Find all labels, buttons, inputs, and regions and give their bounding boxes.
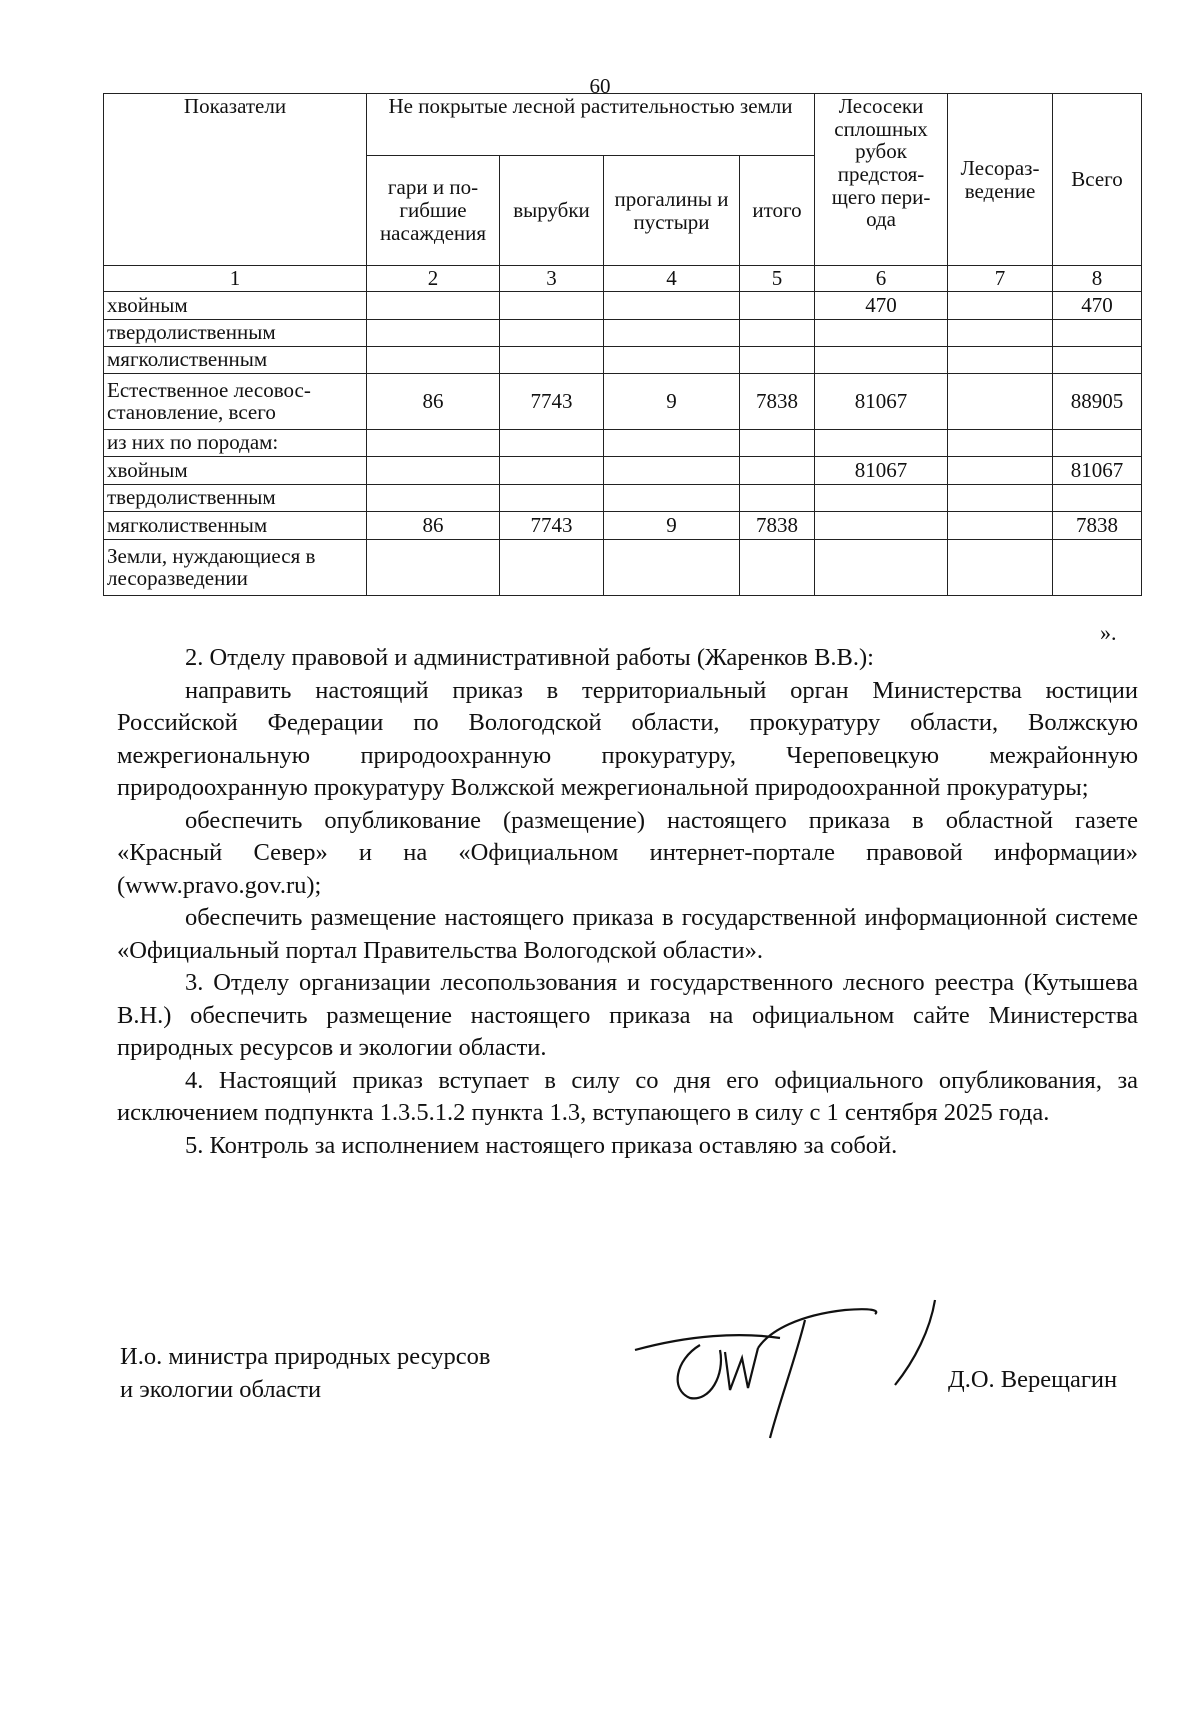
paragraph: обеспечить размещение настоящего приказа в государственной информационной системе «Официальный портал Правительства Вологодской области». bbox=[117, 904, 1138, 964]
table-row bbox=[104, 373, 1142, 429]
cell-subtotal: 7838 bbox=[740, 511, 815, 539]
cell-felling bbox=[815, 484, 948, 511]
cell-burned bbox=[367, 456, 500, 484]
row-label: Естественное лесовос-становление, всего bbox=[104, 373, 367, 429]
paragraph: обеспечить опубликование (размещение) настоящего приказа в областной газете «Красный Север» и на «Официальном интернет-портале правовой информации» (www.pravo.gov.ru); bbox=[117, 806, 1138, 899]
cell-total: 7838 bbox=[1053, 511, 1142, 539]
cell-clearcuts bbox=[500, 319, 604, 346]
cell-total bbox=[1053, 484, 1142, 511]
cell-glades: 9 bbox=[604, 373, 740, 429]
cell-subtotal bbox=[740, 539, 815, 595]
cell-burned bbox=[367, 319, 500, 346]
cell-glades bbox=[604, 346, 740, 373]
row-label: хвойным bbox=[104, 291, 367, 319]
table-row bbox=[104, 539, 1142, 595]
position-line: И.о. министра природных ресурсов bbox=[120, 1343, 491, 1370]
cell-subtotal bbox=[740, 429, 815, 456]
col-number: 6 bbox=[815, 266, 948, 292]
col-number: 8 bbox=[1053, 266, 1142, 292]
cell-felling: 81067 bbox=[815, 373, 948, 429]
paragraph: направить настоящий приказ в территориальный орган Министерства юстиции Российской Федерации по Вологодской области, прокуратуру области, Волжскую межрегиональную природоохранную прокуратуру, Череповецкую межрайонную природоохранную прокуратуру Волжской межрегиональной природоохранной прокуратуры; bbox=[117, 676, 1138, 801]
header-total: Всего bbox=[1053, 94, 1142, 266]
col-number: 2 bbox=[367, 266, 500, 292]
header-glades: прогалины и пустыри bbox=[604, 156, 740, 266]
cell-afforestation bbox=[948, 373, 1053, 429]
cell-clearcuts bbox=[500, 429, 604, 456]
cell-clearcuts bbox=[500, 456, 604, 484]
forest-land-table bbox=[103, 93, 1142, 596]
cell-glades bbox=[604, 291, 740, 319]
table-row bbox=[104, 346, 1142, 373]
position-line: и экологии области bbox=[120, 1376, 322, 1403]
cell-felling bbox=[815, 429, 948, 456]
cell-afforestation bbox=[948, 346, 1053, 373]
cell-afforestation bbox=[948, 484, 1053, 511]
cell-subtotal bbox=[740, 484, 815, 511]
header-burned: гари и по-гибшие насаждения bbox=[367, 156, 500, 266]
cell-subtotal bbox=[740, 346, 815, 373]
cell-total: 88905 bbox=[1053, 373, 1142, 429]
paragraph: 4. Настоящий приказ вступает в силу со дня его официального опубликования, за исключением подпункта 1.3.5.1.2 пункта 1.3, вступающего в силу с 1 сентября 2025 года. bbox=[117, 1066, 1138, 1126]
paragraph: 3. Отделу организации лесопользования и государственного лесного реестра (Кутышева В.Н.) обеспечить размещение настоящего приказа на официальном сайте Министерства природных ресурсов и экологии области. bbox=[117, 969, 1138, 1061]
row-label: хвойным bbox=[104, 456, 367, 484]
cell-burned bbox=[367, 429, 500, 456]
cell-subtotal: 7838 bbox=[740, 373, 815, 429]
cell-afforestation bbox=[948, 456, 1053, 484]
signatory-name: Д.О. Верещагин bbox=[948, 1366, 1118, 1393]
cell-glades bbox=[604, 456, 740, 484]
cell-total bbox=[1053, 429, 1142, 456]
cell-afforestation bbox=[948, 511, 1053, 539]
cell-burned: 86 bbox=[367, 373, 500, 429]
cell-clearcuts bbox=[500, 291, 604, 319]
row-label: Земли, нуждающиеся в лесоразведении bbox=[104, 539, 367, 595]
table-row bbox=[104, 429, 1142, 456]
table-row bbox=[104, 291, 1142, 319]
col-number: 4 bbox=[604, 266, 740, 292]
cell-burned bbox=[367, 346, 500, 373]
signature-stroke bbox=[678, 1345, 721, 1398]
table-row bbox=[104, 484, 1142, 511]
cell-afforestation bbox=[948, 291, 1053, 319]
cell-felling bbox=[815, 539, 948, 595]
col-number: 3 bbox=[500, 266, 604, 292]
row-label: мягколиственным bbox=[104, 346, 367, 373]
header-clearcuts: вырубки bbox=[500, 156, 604, 266]
cell-total bbox=[1053, 539, 1142, 595]
cell-clearcuts bbox=[500, 539, 604, 595]
closing-quote: ». bbox=[1100, 620, 1117, 645]
cell-burned bbox=[367, 539, 500, 595]
row-label: твердолиственным bbox=[104, 319, 367, 346]
cell-subtotal bbox=[740, 456, 815, 484]
table-row bbox=[104, 511, 1142, 539]
page-number: 60 bbox=[589, 74, 611, 98]
table-row bbox=[104, 456, 1142, 484]
cell-felling bbox=[815, 511, 948, 539]
col-number: 1 bbox=[104, 266, 367, 292]
column-numbers-row bbox=[104, 266, 1142, 292]
cell-clearcuts bbox=[500, 484, 604, 511]
paragraph: 2. Отделу правовой и административной работы (Жаренков В.В.): bbox=[185, 644, 874, 671]
cell-burned: 86 bbox=[367, 511, 500, 539]
cell-felling bbox=[815, 319, 948, 346]
row-label: из них по породам: bbox=[104, 429, 367, 456]
signatory-position bbox=[120, 1340, 490, 1406]
cell-burned bbox=[367, 291, 500, 319]
signature-stroke bbox=[725, 1348, 758, 1390]
cell-glades bbox=[604, 539, 740, 595]
cell-burned bbox=[367, 484, 500, 511]
cell-glades: 9 bbox=[604, 511, 740, 539]
cell-total: 470 bbox=[1053, 291, 1142, 319]
header-not-covered: Не покрытые лесной растительностью земли bbox=[367, 94, 815, 156]
header-subtotal: итого bbox=[740, 156, 815, 266]
cell-glades bbox=[604, 484, 740, 511]
signature-stroke bbox=[758, 1309, 876, 1348]
row-label: твердолиственным bbox=[104, 484, 367, 511]
cell-felling: 81067 bbox=[815, 456, 948, 484]
header-indicators: Показатели bbox=[104, 94, 367, 266]
cell-glades bbox=[604, 319, 740, 346]
cell-total bbox=[1053, 346, 1142, 373]
col-number: 7 bbox=[948, 266, 1053, 292]
cell-glades bbox=[604, 429, 740, 456]
cell-clearcuts bbox=[500, 346, 604, 373]
row-label: мягколиственным bbox=[104, 511, 367, 539]
handwritten-signature bbox=[630, 1290, 970, 1460]
cell-clearcuts: 7743 bbox=[500, 511, 604, 539]
cell-total bbox=[1053, 319, 1142, 346]
cell-clearcuts: 7743 bbox=[500, 373, 604, 429]
cell-felling: 470 bbox=[815, 291, 948, 319]
cell-subtotal bbox=[740, 319, 815, 346]
cell-afforestation bbox=[948, 319, 1053, 346]
cell-felling bbox=[815, 346, 948, 373]
cell-afforestation bbox=[948, 429, 1053, 456]
header-afforestation: Лесораз-ведение bbox=[948, 94, 1053, 266]
order-body bbox=[117, 642, 1138, 1162]
paragraph: 5. Контроль за исполнением настоящего приказа оставляю за собой. bbox=[185, 1131, 898, 1159]
signature-stroke bbox=[895, 1300, 935, 1385]
cell-afforestation bbox=[948, 539, 1053, 595]
header-felling-sites: Лесосеки сплошных рубок предстоя-щего пери-ода bbox=[815, 94, 948, 266]
table-row bbox=[104, 319, 1142, 346]
cell-subtotal bbox=[740, 291, 815, 319]
cell-total: 81067 bbox=[1053, 456, 1142, 484]
col-number: 5 bbox=[740, 266, 815, 292]
